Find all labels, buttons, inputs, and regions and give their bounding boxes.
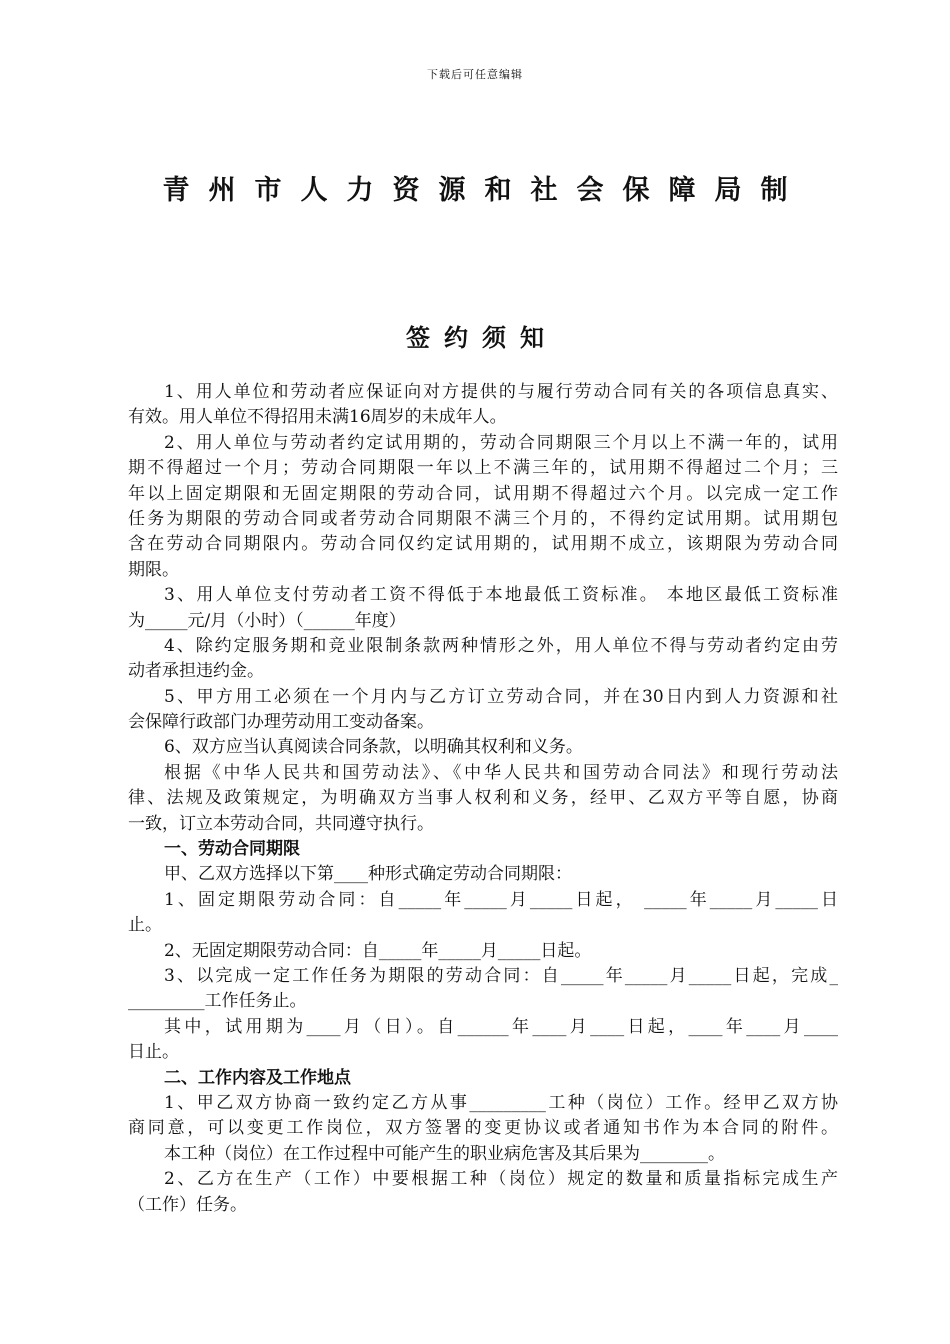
body-text-line: 止。 — [128, 915, 162, 936]
body-text-line: 日止。 — [128, 1042, 179, 1063]
body-text-line: 1、用人单位和劳动者应保证向对方提供的与履行劳动合同有关的各项信息真实、 — [164, 382, 838, 402]
header-note: 下载后可任意编辑 — [427, 68, 523, 81]
body-text-line: 甲、乙双方选择以下第____种形式确定劳动合同期限： — [164, 864, 572, 885]
body-text-line: 律、法规及政策规定，为明确双方当事人权利和义务，经甲、乙双方平等自愿，协商 — [128, 788, 838, 809]
body-text-line: 根据《中华人民共和国劳动法》、《中华人民共和国劳动合同法》和现行劳动法 — [164, 762, 838, 783]
body-text-line: 5、甲方用工必须在一个月内与乙方订立劳动合同，并在30日内到人力资源和社 — [164, 686, 838, 707]
body-text-line: 含在劳动合同期限内。劳动合同仅约定试用期的，试用期不成立，该期限为劳动合同 — [128, 534, 838, 555]
body-text-line: 有效。用人单位不得招用未满16周岁的未成年人。 — [128, 407, 507, 428]
body-text-line: 1、甲乙双方协商一致约定乙方从事_________工种（岗位）工作。经甲乙双方协 — [164, 1092, 838, 1113]
body-text-line: 本工种（岗位）在工作过程中可能产生的职业病危害及其后果为________。 — [164, 1143, 725, 1164]
body-text-line: 一致，订立本劳动合同，共同遵守执行。 — [128, 813, 434, 834]
document-title: 青州市人力资源和社会保障局制 — [162, 175, 807, 206]
body-text-line: 3、以完成一定工作任务为期限的劳动合同：自_____年_____月_____日起，完成_ — [164, 965, 838, 986]
body-text-line: 年以上固定期限和无固定期限的劳动合同，试用期不得超过六个月。以完成一定工作 — [128, 483, 838, 504]
section-heading: 一、劳动合同期限 — [164, 839, 300, 860]
body-text-line: 会保障行政部门办理劳动用工变动备案。 — [128, 712, 434, 733]
body-text-line: 4、除约定服务期和竞业限制条款两种情形之外，用人单位不得与劳动者约定由劳 — [164, 635, 838, 656]
body-text-line: _________工作任务止。 — [128, 991, 307, 1012]
body-text-line: 6、双方应当认真阅读合同条款，以明确其权利和义务。 — [164, 737, 583, 758]
body-text-line: 动者承担违约金。 — [128, 661, 264, 682]
body-text-line: （工作）任务。 — [128, 1194, 247, 1215]
body-text-line: 2、无固定期限劳动合同：自_____年_____月_____日起。 — [164, 940, 592, 961]
body-text-line: 3、用人单位支付劳动者工资不得低于本地最低工资标准。 本地区最低工资标准 — [164, 585, 838, 606]
body-text-line: 商同意，可以变更工作岗位，双方签署的变更协议或者通知书作为本合同的附件。 — [128, 1118, 838, 1139]
body-text-line: 其中，试用期为____月（日）。自______年____月____日起，____年____月____ — [164, 1016, 838, 1037]
body-text-line: 期限。 — [128, 559, 179, 580]
body-text-line: 2、乙方在生产（工作）中要根据工种（岗位）规定的数量和质量指标完成生产 — [164, 1169, 838, 1190]
body-text-line: 期不得超过一个月；劳动合同期限一年以上不满三年的，试用期不得超过二个月；三 — [128, 458, 838, 479]
body-text-line: 1、固定期限劳动合同：自_____年_____月_____日起， _____年_____月_____日 — [164, 889, 838, 910]
body-text-line: 2、用人单位与劳动者约定试用期的，劳动合同期限三个月以上不满一年的，试用 — [164, 432, 838, 453]
body-text-line: 为_____元/月（小时）（______年度） — [128, 610, 406, 631]
section-title: 签约须知 — [406, 323, 558, 352]
section-heading: 二、工作内容及工作地点 — [164, 1067, 351, 1088]
document-body — [128, 380, 838, 1218]
body-text-line: 任务为期限的劳动合同或者劳动合同期限不满三个月的，不得约定试用期。试用期包 — [128, 508, 838, 529]
